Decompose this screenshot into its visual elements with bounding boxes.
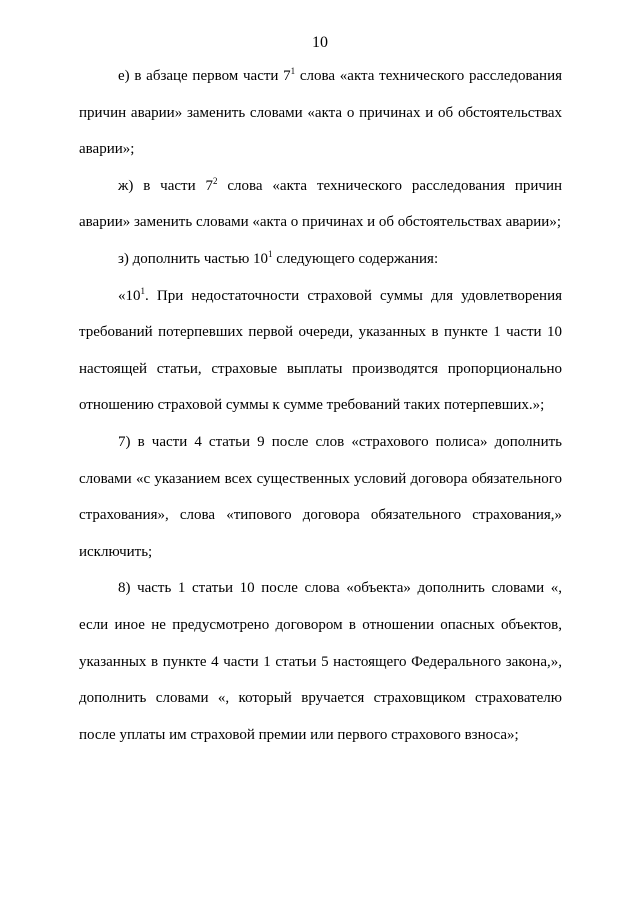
paragraph-text: 8) часть 1 статьи 10 после слова «объекта» дополнить словами «, если иное не предусмотрено договором в отношении опасных объектов, указанных в пункте 4 части 1 статьи 5 настоящего Федерального закона,», дополнить словами «, который вручается страховщиком страхователю после уплаты им страховой премии или первого страхового взноса»; [79,580,562,743]
paragraph-e [79,58,562,168]
paragraph-z [79,241,562,278]
superscript: 2 [213,175,218,186]
paragraph-text: . При недостаточности страховой суммы для удовлетворения требований потерпевших первой очереди, указанных в пункте 1 части 10 настоящей статьи, страховые выплаты производятся пропорционально отношению страховой суммы к сумме требований таких потерпевших.»; [79,287,562,414]
paragraph-10-1 [79,278,562,424]
paragraph-text: следующего содержания: [272,250,439,267]
superscript: 1 [140,285,145,296]
paragraph-text: е) в абзаце первом части 7 [118,68,291,84]
paragraph-text: 7) в части 4 статьи 9 после слов «страхового полиса» дополнить словами «с указанием всех существенных условий договора обязательного страхования», слова «типового договора обязательного страхования,» исключить; [79,433,562,560]
page-number: 10 [312,34,328,51]
superscript: 1 [290,66,296,76]
paragraph-text: слова «акта технического расследования причин аварии» заменить словами «акта о причинах и об обстоятельствах аварии»; [79,68,563,158]
paragraph-text: з) дополнить частью 10 [118,250,269,267]
paragraph-text: слова «акта технического расследования причин аварии» заменить словами «акта о причинах и об обстоятельствах аварии»; [79,177,562,231]
paragraph-7 [79,424,562,570]
superscript: 1 [268,248,273,259]
paragraph-text: «10 [118,287,141,304]
paragraph-text: ж) в части 7 [118,177,213,194]
paragraph-zh [79,168,562,241]
document-body [79,58,562,753]
paragraph-8 [79,570,562,753]
